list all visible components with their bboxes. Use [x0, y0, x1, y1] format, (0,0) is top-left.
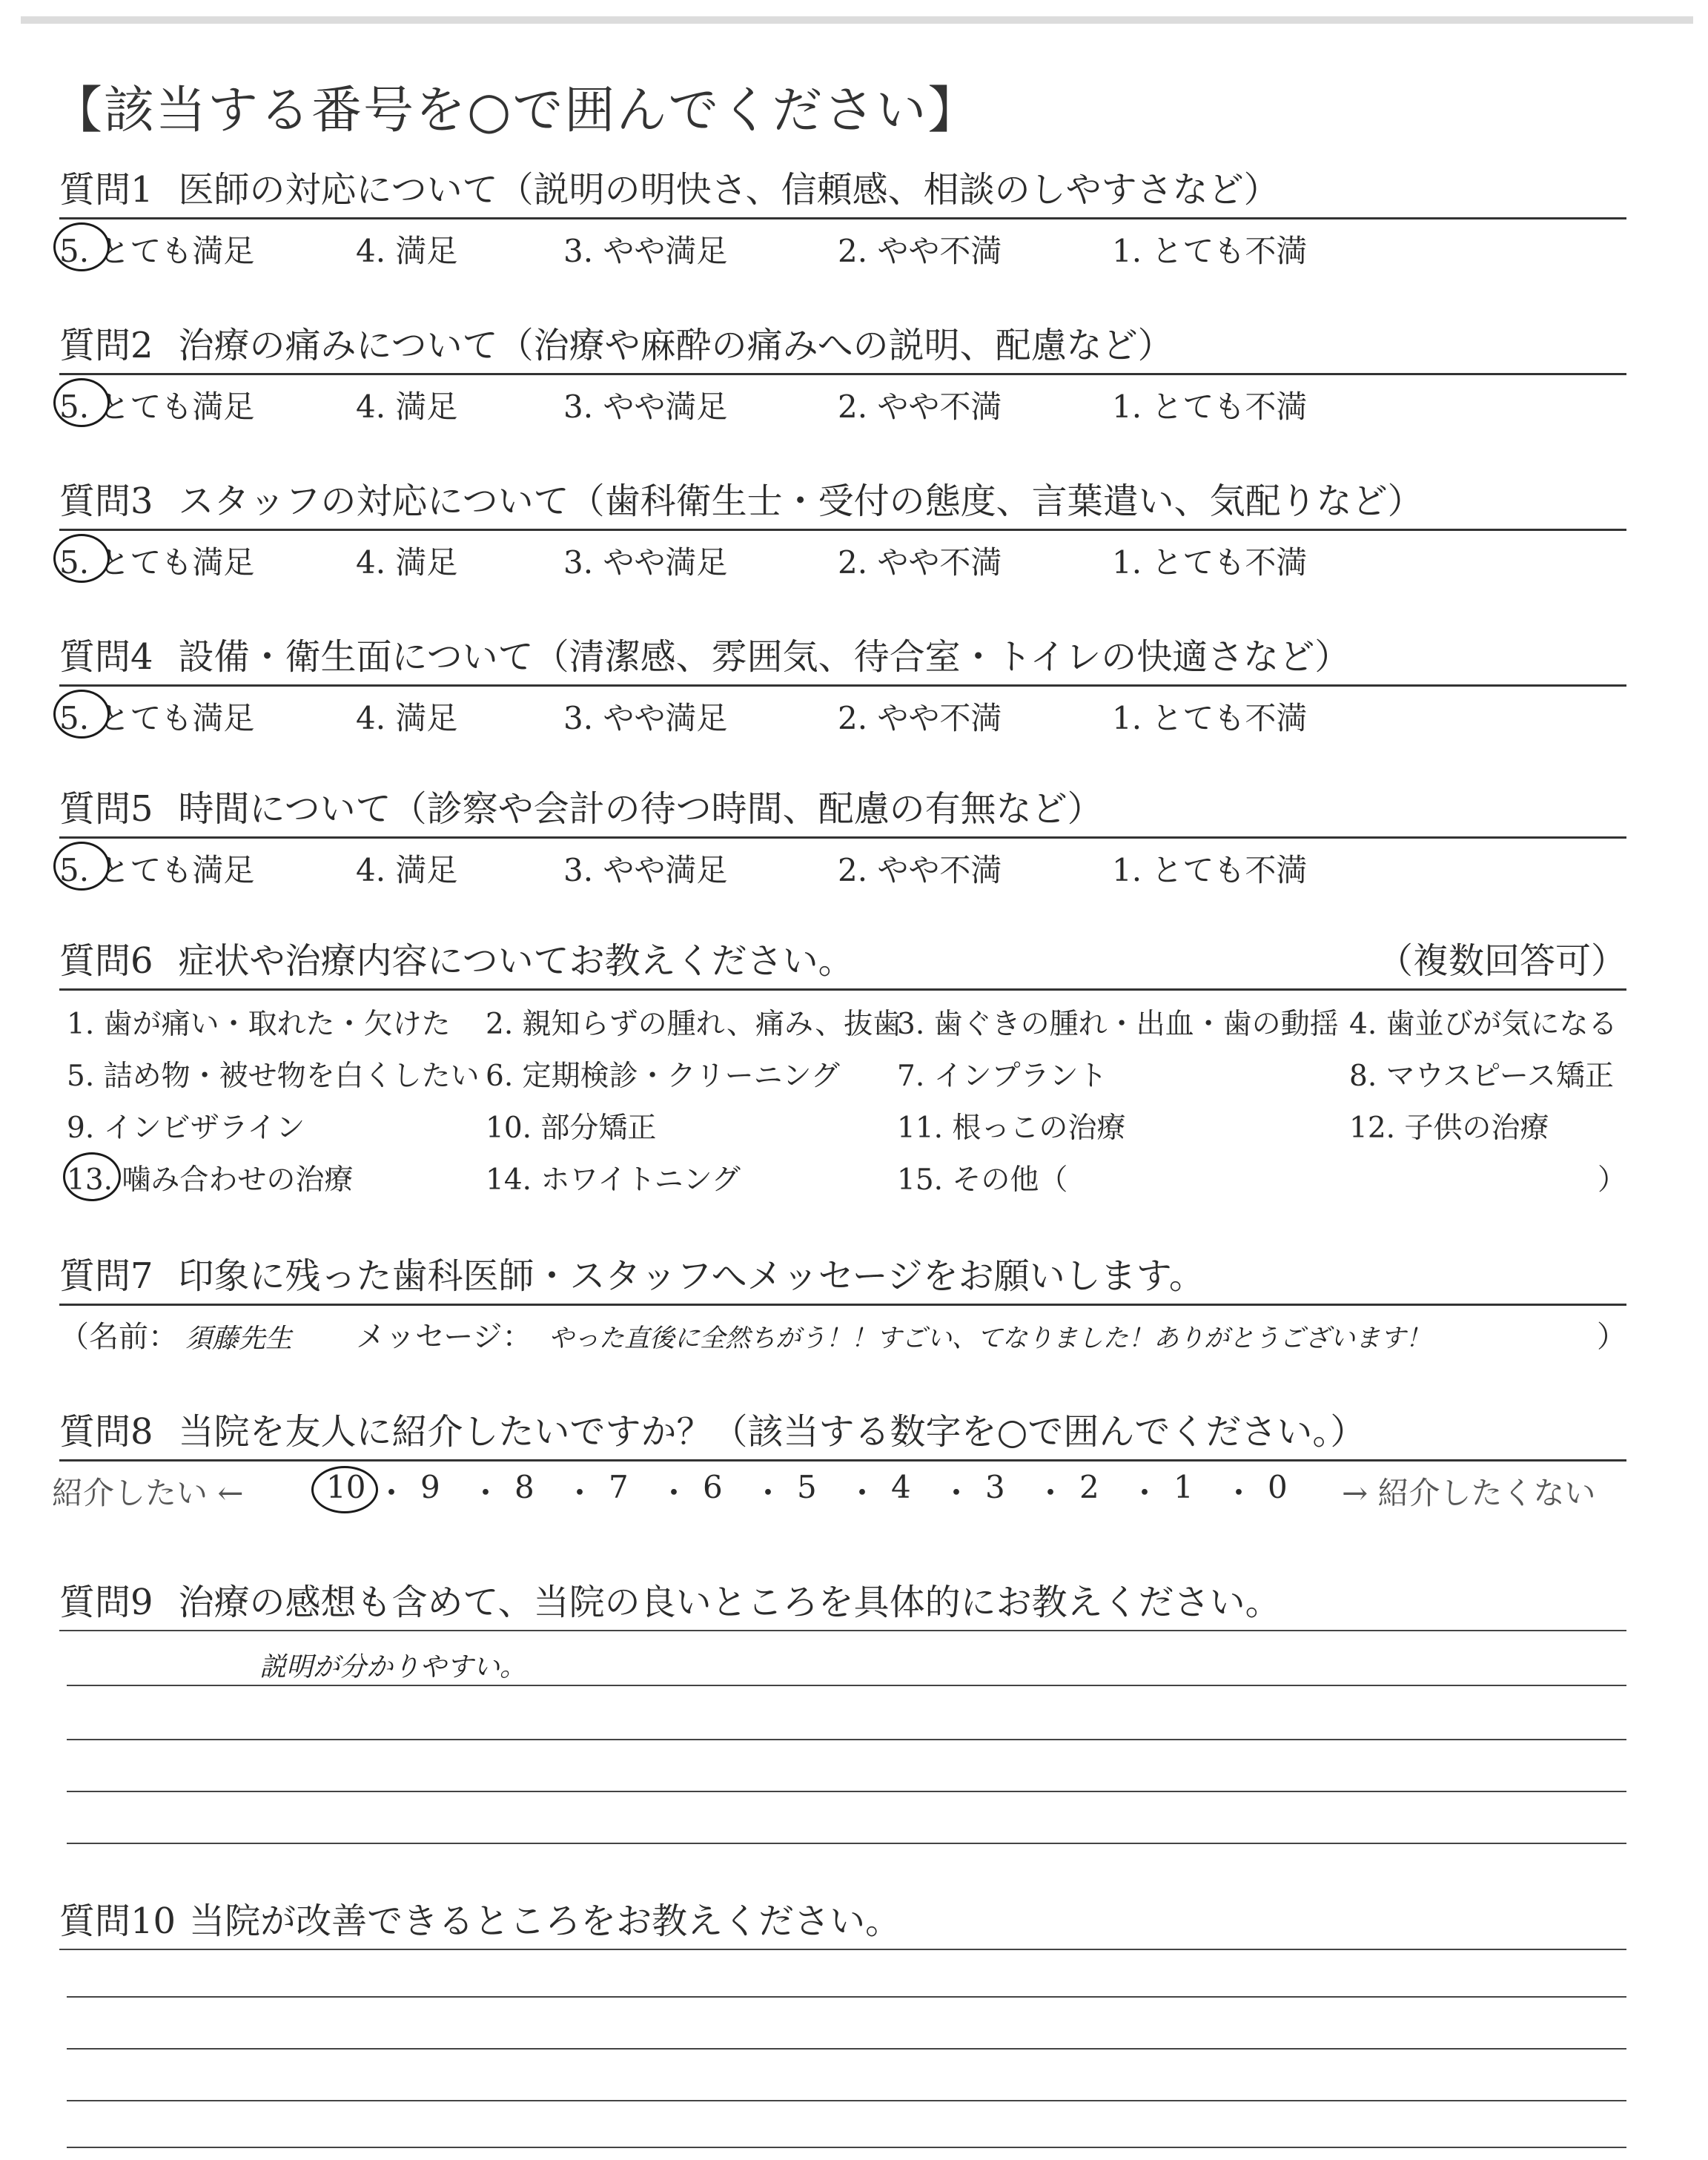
- rating-option[interactable]: 5. とても満足: [59, 389, 255, 425]
- answer-line: [67, 1791, 1626, 1792]
- staff-name-field[interactable]: 須藤先生: [185, 1324, 293, 1354]
- answer-line: [67, 2048, 1626, 2050]
- question-5: [59, 786, 1626, 888]
- message-label: メッセージ：: [356, 1320, 532, 1354]
- scale-value[interactable]: 8: [514, 1469, 534, 1505]
- rating-option[interactable]: 2. やや不満: [838, 233, 1002, 269]
- scale-separator: ・: [658, 1475, 690, 1511]
- symptom-options: [59, 991, 1626, 1213]
- question-text: 当院が改善できるところをお教えください。: [189, 1900, 901, 1942]
- question-number: 質問2: [59, 325, 153, 366]
- scale-value[interactable]: 4: [891, 1469, 911, 1505]
- scale-value[interactable]: 2: [1079, 1469, 1099, 1505]
- scale-value[interactable]: 9: [420, 1469, 440, 1505]
- rating-option[interactable]: 1. とても不満: [1112, 544, 1308, 581]
- rating-options: [59, 219, 1626, 268]
- question-number: 質問1: [59, 169, 153, 211]
- rating-option[interactable]: 5. とても満足: [59, 233, 255, 269]
- symptom-option[interactable]: 1. 歯が痛い・取れた・欠けた: [67, 1008, 451, 1041]
- symptom-option[interactable]: 9. インビザライン: [67, 1112, 305, 1145]
- question-number: 質問5: [59, 788, 153, 830]
- question-8: [52, 1409, 1626, 1513]
- recommend-scale: [52, 1462, 1626, 1513]
- scale-separator: ・: [470, 1475, 502, 1511]
- question-number: 質問4: [59, 636, 153, 678]
- rating-option[interactable]: 1. とても不満: [1112, 852, 1308, 888]
- rating-option[interactable]: 4. 満足: [356, 544, 458, 581]
- symptom-option[interactable]: 4. 歯並びが気になる: [1349, 1008, 1618, 1041]
- scale-value[interactable]: 3: [985, 1469, 1005, 1505]
- rating-option[interactable]: 1. とても不満: [1112, 233, 1308, 269]
- rating-option[interactable]: 2. やや不満: [838, 544, 1002, 581]
- good-points-answer[interactable]: 説明が分かりやすい。: [259, 1652, 527, 1682]
- rating-option[interactable]: 1. とても不満: [1112, 389, 1308, 425]
- question-2: [59, 323, 1626, 424]
- question-rule: [59, 1630, 1626, 1631]
- scale-separator: ・: [1035, 1475, 1067, 1511]
- scale-separator: ・: [1129, 1475, 1161, 1511]
- rating-option[interactable]: 2. やや不満: [838, 700, 1002, 736]
- question-6: [59, 938, 1626, 1213]
- rating-options: [59, 375, 1626, 424]
- scale-separator: ・: [941, 1475, 973, 1511]
- question-10: [59, 1898, 1626, 1950]
- question-number: 質問10: [59, 1900, 176, 1942]
- question-1: [59, 167, 1626, 268]
- name-label: （名前：: [59, 1320, 178, 1354]
- scale-separator: ・: [564, 1475, 596, 1511]
- rating-option[interactable]: 3. やや満足: [563, 233, 728, 269]
- rating-option[interactable]: 4. 満足: [356, 700, 458, 736]
- question-text: 治療の痛みについて（治療や麻酔の痛みへの説明、配慮など）: [178, 325, 1174, 366]
- question-9: [59, 1579, 1626, 1682]
- symptom-option[interactable]: 8. マウスピース矯正: [1349, 1060, 1614, 1093]
- answer-line: [67, 1843, 1626, 1844]
- scale-left-label: 紹介したい ←: [52, 1475, 244, 1511]
- answer-line: [67, 2147, 1626, 2148]
- question-number: 質問3: [59, 480, 153, 522]
- rating-option[interactable]: 3. やや満足: [563, 389, 728, 425]
- rating-option[interactable]: 3. やや満足: [563, 852, 728, 888]
- rating-option[interactable]: 3. やや満足: [563, 700, 728, 736]
- rating-option[interactable]: 5. とても満足: [59, 852, 255, 888]
- rating-option[interactable]: 2. やや不満: [838, 389, 1002, 425]
- scale-value[interactable]: 7: [609, 1469, 629, 1505]
- question-3: [59, 478, 1626, 580]
- rating-option[interactable]: 5. とても満足: [59, 700, 255, 736]
- rating-option[interactable]: 3. やや満足: [563, 544, 728, 581]
- rating-option[interactable]: 4. 満足: [356, 852, 458, 888]
- rating-options: [59, 531, 1626, 580]
- page-title: 【該当する番号を○で囲んでください】: [52, 82, 980, 140]
- rating-options: [59, 687, 1626, 736]
- symptom-option[interactable]: 12. 子供の治療: [1349, 1112, 1549, 1145]
- question-number: 質問9: [59, 1582, 153, 1623]
- question-text: 医師の対応について（説明の明快さ、信頼感、相談のしやすさなど）: [178, 169, 1280, 211]
- symptom-option[interactable]: ）: [1597, 1163, 1626, 1197]
- rating-option[interactable]: 1. とても不満: [1112, 700, 1308, 736]
- rating-option[interactable]: 2. やや不満: [838, 852, 1002, 888]
- symptom-option[interactable]: 2. 親知らずの腫れ、痛み、抜歯: [486, 1008, 902, 1041]
- answer-line: [67, 1685, 1626, 1686]
- close-paren: ）: [1597, 1320, 1626, 1354]
- symptom-option[interactable]: 5. 詰め物・被せ物を白くしたい: [67, 1060, 480, 1093]
- symptom-option[interactable]: 3. 歯ぐきの腫れ・出血・歯の動揺: [897, 1008, 1339, 1041]
- scale-right-label: → 紹介したくない: [1342, 1475, 1596, 1511]
- question-7: [59, 1253, 1626, 1358]
- scale-value[interactable]: 5: [797, 1469, 817, 1505]
- rating-options: [59, 839, 1626, 888]
- symptom-option[interactable]: 7. インプラント: [897, 1060, 1108, 1093]
- question-number: 質問7: [59, 1255, 153, 1297]
- symptom-option[interactable]: 10. 部分矯正: [486, 1112, 657, 1145]
- question-rule: [59, 1949, 1626, 1950]
- scan-top-edge: [21, 16, 1693, 24]
- scale-value[interactable]: 1: [1174, 1469, 1194, 1505]
- question-number: 質問6: [59, 940, 153, 982]
- scale-value[interactable]: 10: [326, 1469, 366, 1505]
- scale-value[interactable]: 6: [703, 1469, 723, 1505]
- symptom-option[interactable]: 13. 噛み合わせの治療: [67, 1163, 354, 1197]
- message-field[interactable]: やった直後に全然ちがう！！すごい、てなりました！ありがとうございます！: [549, 1324, 1431, 1353]
- symptom-option[interactable]: 6. 定期検診・クリーニング: [486, 1060, 840, 1093]
- answer-line: [67, 1996, 1626, 1998]
- rating-option[interactable]: 4. 満足: [356, 233, 458, 269]
- scale-separator: ・: [1223, 1475, 1255, 1511]
- answer-line: [67, 2100, 1626, 2101]
- question-text: 印象に残った歯科医師・スタッフへメッセージをお願いします。: [178, 1255, 1205, 1297]
- scale-separator: ・: [752, 1475, 784, 1511]
- question-text: 治療の感想も含めて、当院の良いところを具体的にお教えください。: [178, 1582, 1281, 1623]
- scale-value[interactable]: 0: [1268, 1469, 1288, 1505]
- answer-line: [67, 1739, 1626, 1740]
- question-4: [59, 634, 1626, 736]
- symptom-option[interactable]: 15. その他（: [897, 1163, 1068, 1197]
- rating-option[interactable]: 5. とても満足: [59, 544, 255, 581]
- question-number: 質問8: [59, 1411, 153, 1453]
- symptom-option[interactable]: 11. 根っこの治療: [897, 1112, 1126, 1145]
- rating-option[interactable]: 4. 満足: [356, 389, 458, 425]
- symptom-option[interactable]: 14. ホワイトニング: [486, 1163, 741, 1197]
- question-text: 症状や治療内容についてお教えください。: [178, 940, 854, 982]
- scale-separator: ・: [376, 1475, 408, 1511]
- scale-separator: ・: [847, 1475, 878, 1511]
- question-text: 当院を友人に紹介したいですか？（該当する数字を○で囲んでください。）: [178, 1411, 1366, 1453]
- question-text: スタッフの対応について（歯科衛生士・受付の態度、言葉遣い、気配りなど）: [178, 480, 1423, 522]
- multiple-answer-note: （複数回答可）: [1377, 940, 1626, 982]
- question-text: 時間について（診察や会計の待つ時間、配慮の有無など）: [178, 788, 1103, 830]
- question-text: 設備・衛生面について（清潔感、雰囲気、待合室・トイレの快適さなど）: [178, 636, 1351, 678]
